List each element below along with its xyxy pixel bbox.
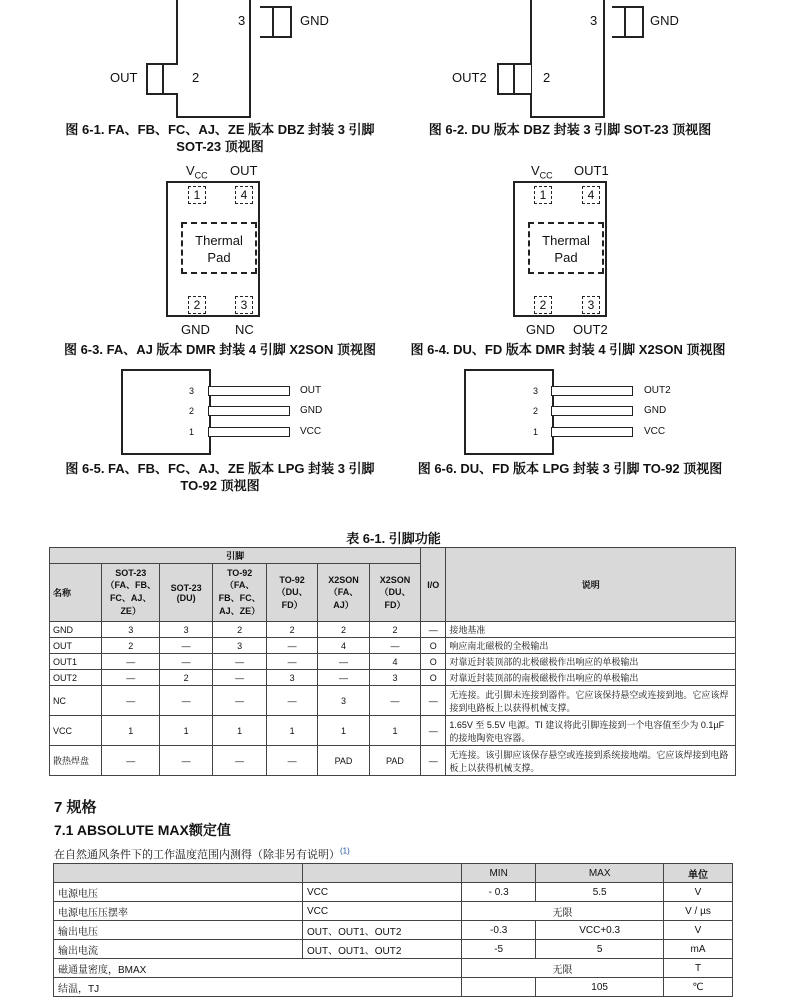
- fig1-pin3-number: 3: [238, 13, 246, 28]
- pin-table-to92-du-header: TO-92 （DU、FD）: [266, 564, 317, 622]
- fig4-out1-label: OUT1: [574, 163, 609, 178]
- fig1-out-label: OUT: [110, 70, 138, 85]
- pin-table-sot23-du-header: SOT-23 (DU): [159, 564, 212, 622]
- table-row: NC — — — — 3 — — 无连接。此引脚未连接到器件。它应该保持悬空或连接到地。它应该焊接到电路板上以获得机械支撑。: [50, 686, 736, 716]
- fig4-caption: 图 6-4. DU、FD 版本 DMR 封装 4 引脚 X2SON 顶视图: [410, 342, 726, 357]
- fig3-vcc-label: $V_{CC}$: [186, 163, 208, 181]
- fig5-caption: 图 6-5. FA、FB、FC、AJ、ZE 版本 LPG 封装 3 引脚 TO-92 顶视图: [65, 461, 375, 493]
- pin-table-pin-header: 引脚: [50, 548, 421, 564]
- fig3-pin1: 1: [188, 186, 206, 204]
- fig6-gnd-label: GND: [644, 405, 667, 416]
- fig3-nc-label: NC: [235, 322, 254, 337]
- fig3-pin4: 4: [235, 186, 253, 204]
- fig2-pin3-lead: [612, 6, 644, 38]
- fig6-caption: 图 6-6. DU、FD 版本 LPG 封装 3 引脚 TO-92 顶视图: [417, 461, 723, 476]
- fig4-gnd-label: GND: [526, 322, 555, 337]
- section-7-1-heading: 7.1 ABSOLUTE MAX额定值: [54, 822, 231, 838]
- table-row: 输出电流 OUT、OUT1、OUT2 -5 5 mA: [54, 940, 733, 959]
- table-row: VCC 1 1 1 1 1 1 — 1.65V 至 5.5V 电源。TI 建议将此引脚连接到一个电容值至少为 0.1µF 的接地陶瓷电容器。: [50, 716, 736, 746]
- fig6-vcc-label: VCC: [644, 426, 666, 437]
- fig6-pin3-number: 3: [533, 386, 539, 396]
- table-row: OUT1 — — — — — 4 O 对靠近封装顶部的北极磁极作出响应的单极输出: [50, 654, 736, 670]
- fig3-pin2: 2: [188, 296, 206, 314]
- fig5-pin1-lead: [208, 427, 290, 437]
- fig6-out2-label: OUT2: [644, 385, 671, 396]
- pin-table-x2son-header: X2SON （FA、AJ）: [318, 564, 369, 622]
- table-row: 电源电压压摆率 VCC 无限 V / µs: [54, 902, 733, 921]
- pin-table-sot23-header: SOT-23 （FA、FB、FC、AJ、ZE）: [102, 564, 160, 622]
- table-row: 磁通量密度，BMAX 无限 T: [54, 959, 733, 978]
- fig5-package-body: [121, 369, 211, 455]
- fig1-pin2-number: 2: [192, 70, 200, 85]
- fig6-package-body: [464, 369, 554, 455]
- table-row: 输出电压 OUT、OUT1、OUT2 -0.3 VCC+0.3 V: [54, 921, 733, 940]
- fig6-pin1-number: 1: [533, 427, 539, 437]
- fig5-pin2-number: 2: [189, 406, 195, 416]
- pin-table-x2son-du-header: X2SON （DU、FD）: [369, 564, 420, 622]
- fig5-pin3-number: 3: [189, 386, 195, 396]
- fig4-vcc-label: $V_{CC}$: [531, 163, 553, 181]
- fig4-thermal-pad: Thermal Pad: [528, 222, 604, 274]
- pin-table-to92-header: TO-92 （FA、FB、FC、AJ、ZE）: [213, 564, 266, 622]
- fig5-pin3-lead: [208, 386, 290, 396]
- fig4-pin4: 4: [582, 186, 600, 204]
- section-7-heading: 7 规格: [54, 799, 97, 816]
- fig6-pin1-lead: [551, 427, 633, 437]
- fig5-pin1-number: 1: [189, 427, 195, 437]
- pin-table-io-header: I/O: [421, 548, 446, 622]
- fig1-gnd-label: GND: [300, 13, 329, 28]
- fig5-vcc-label: VCC: [300, 426, 322, 437]
- fig4-pin3: 3: [582, 296, 600, 314]
- fig3-pin3: 3: [235, 296, 253, 314]
- table-row: GND 3 3 2 2 2 2 — 接地基准: [50, 622, 736, 638]
- fig5-pin2-lead: [208, 406, 290, 416]
- fig1-caption: 图 6-1. FA、FB、FC、AJ、ZE 版本 DBZ 封装 3 引脚 SOT-23 顶视图: [65, 122, 375, 154]
- fig4-pin2: 2: [534, 296, 552, 314]
- fig2-caption: 图 6-2. DU 版本 DBZ 封装 3 引脚 SOT-23 顶视图: [428, 122, 712, 137]
- pin-table-desc-header: 说明: [446, 548, 736, 622]
- pin-table-name-header: 名称: [50, 564, 102, 622]
- section-note: 在自然通风条件下的工作温度范围内测得（除非另有说明）$^{(1)}$: [54, 846, 350, 861]
- fig3-thermal-pad: Thermal Pad: [181, 222, 257, 274]
- unit-header: 单位: [664, 864, 733, 883]
- fig5-out-label: OUT: [300, 385, 322, 396]
- fig5-gnd-label: GND: [300, 405, 323, 416]
- pin-table-title: 表 6-1. 引脚功能: [346, 531, 441, 546]
- fig6-pin2-lead: [551, 406, 633, 416]
- abs-max-table: [53, 863, 733, 997]
- fig4-out2-label: OUT2: [573, 322, 608, 337]
- min-header: MIN: [462, 864, 536, 883]
- footnote-ref[interactable]: (1): [340, 846, 350, 856]
- table-row: OUT 2 — 3 — 4 — O 响应南北磁极的全极输出: [50, 638, 736, 654]
- fig3-gnd-label: GND: [181, 322, 210, 337]
- fig3-caption: 图 6-3. FA、AJ 版本 DMR 封装 4 引脚 X2SON 顶视图: [63, 342, 377, 357]
- table-row: 结温，TJ 105 ℃: [54, 978, 733, 997]
- fig2-gnd-label: GND: [650, 13, 679, 28]
- table-row: 电源电压 VCC - 0.3 5.5 V: [54, 883, 733, 902]
- fig3-out-label: OUT: [230, 163, 258, 178]
- fig2-pin2-number: 2: [543, 70, 551, 85]
- fig4-pin1: 1: [534, 186, 552, 204]
- max-header: MAX: [536, 864, 664, 883]
- table-row: OUT2 — 2 — 3 — 3 O 对靠近封装顶部的南极磁极作出响应的单极输出: [50, 670, 736, 686]
- pin-function-table: [49, 547, 736, 776]
- fig6-pin3-lead: [551, 386, 633, 396]
- fig1-pin3-lead: [260, 6, 292, 38]
- fig2-pin3-number: 3: [590, 13, 598, 28]
- fig6-pin2-number: 2: [533, 406, 539, 416]
- fig2-out2-label: OUT2: [452, 70, 487, 85]
- table-row: 散热焊盘 — — — — PAD PAD — 无连接。该引脚应该保存悬空或连接到系统接地端。它应该焊接到电路板上以获得机械支撑。: [50, 746, 736, 776]
